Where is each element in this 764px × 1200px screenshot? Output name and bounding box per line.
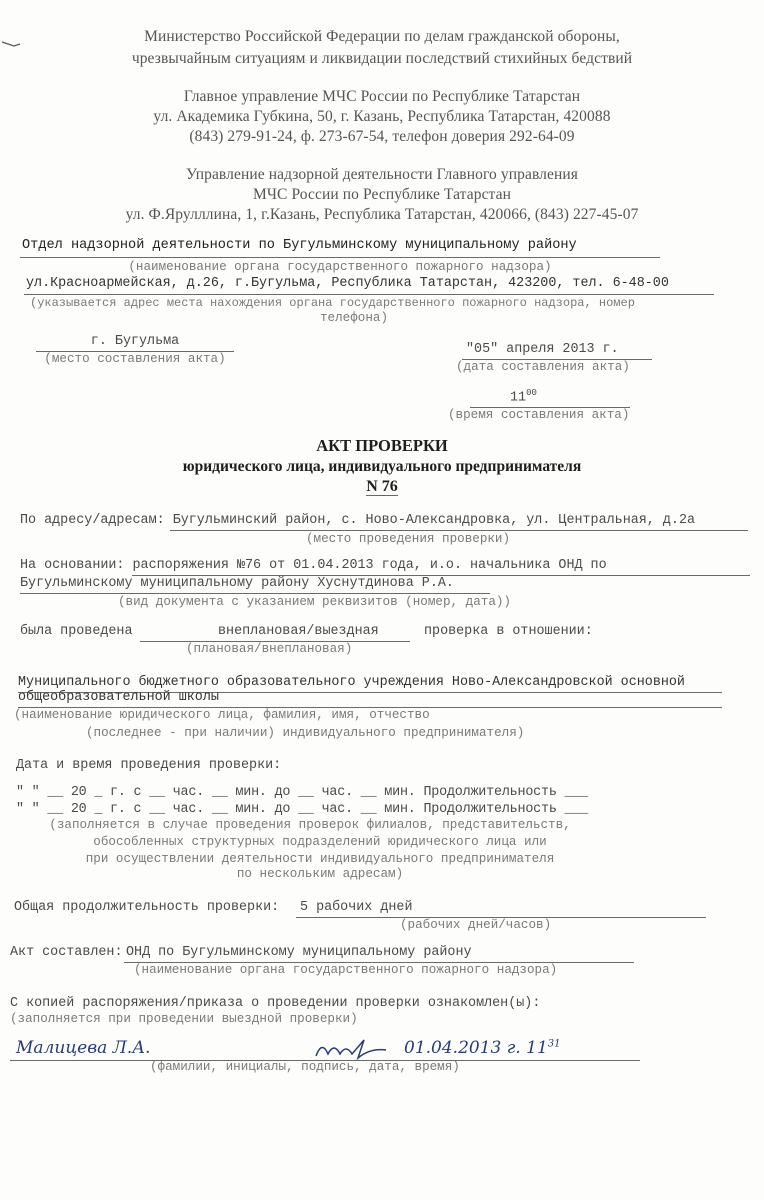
place-caption: (место составления акта) xyxy=(44,352,226,366)
basis-value-2: Бугульминскому муниципальному району Хуснутдинова Р.А. xyxy=(20,576,454,591)
entity-value-2: общеобразовательной школы xyxy=(18,690,219,705)
time-value: $11^{00}$ xyxy=(510,388,537,406)
organ-name-caption: (наименование органа государственного пожарного надзора) xyxy=(128,260,552,274)
duration-label: Общая продолжительность проверки: xyxy=(14,900,280,915)
entity-caption-1: (наименование юридического лица, фамилия, имя, отчество xyxy=(14,708,430,722)
handwritten-signature xyxy=(312,1036,392,1062)
inspection-suffix: проверка в отношении: xyxy=(424,624,593,639)
duration-caption: (рабочих дней/часов) xyxy=(400,918,552,932)
address-label: По адресу/адресам: xyxy=(20,513,165,528)
composed-caption: (наименование органа государственного пожарного надзора) xyxy=(134,963,558,977)
basis-label: На основании: xyxy=(20,558,125,573)
datetime-row-2: " " __ 20 _ г. с __ час. __ мин. до __ час. __ мин. Продолжительность ___ xyxy=(16,802,589,817)
address-value: Бугульминский район, с. Ново-Александровка, ул. Центральная, д.2а xyxy=(172,513,696,528)
page-title: АКТ ПРОВЕРКИ xyxy=(316,436,448,455)
datetime-caption-3: при осуществлении деятельности индивидуального предпринимателя xyxy=(85,852,555,866)
main-dept-line-1: Главное управление МЧС России по Республике Татарстан xyxy=(183,88,581,105)
datetime-label: Дата и время проведения проверки: xyxy=(16,758,282,773)
composed-value: ОНД по Бугульминскому муниципальному району xyxy=(126,945,472,960)
composed-label: Акт составлен: xyxy=(10,945,123,960)
organ-address: ул.Красноармейская, д.26, г.Бугульма, Республика Татарстан, 423200, тел. 6-48-00 xyxy=(26,276,669,291)
supervision-line-3: ул. Ф.Ярулллина, 1, г.Казань, Республика Татарстан, 420066, (843) 227-45-07 xyxy=(125,206,639,223)
act-number: N 76 xyxy=(366,478,398,495)
date-caption: (дата составления акта) xyxy=(456,360,630,374)
datetime-caption-4: по нескольким адресам) xyxy=(236,867,404,881)
basis-row xyxy=(20,558,607,573)
organ-address-caption-2: телефона) xyxy=(320,311,389,325)
entity-caption-2: (последнее - при наличии) индивидуального предпринимателя) xyxy=(86,726,525,740)
address-row xyxy=(20,513,695,528)
datetime-caption-1: (заполняется в случае проведения проверок филиалов, представительств, xyxy=(49,818,571,832)
entity-value-1: Муниципального бюджетного образовательного учреждения Ново-Александровской основной xyxy=(18,675,685,690)
address-caption: (место проведения проверки) xyxy=(306,532,511,546)
inspection-label: была проведена xyxy=(20,624,133,639)
ministry-line-2: чрезвычайным ситуациям и ликвидации последствий стихийных бедствий xyxy=(131,50,633,67)
acquainted-caption: (фамилии, инициалы, подпись, дата, время) xyxy=(150,1060,460,1074)
basis-caption: (вид документа с указанием реквизитов (номер, дата)) xyxy=(118,595,511,609)
duration-value: 5 рабочих дней xyxy=(300,900,413,915)
datetime-row-1: " " __ 20 _ г. с __ час. __ мин. до __ час. __ мин. Продолжительность ___ xyxy=(16,785,589,800)
page-subtitle: юридического лица, индивидуального предпринимателя xyxy=(182,458,582,475)
handwritten-date: 01.04.2013 г. $11^{31}$ xyxy=(404,1038,561,1058)
time-caption: (время составления акта) xyxy=(448,408,630,422)
place-value: г. Бугульма xyxy=(90,334,180,349)
organ-name: Отдел надзорной деятельности по Бугульминскому муниципальному району xyxy=(22,238,577,253)
inspection-value: внеплановая/выездная xyxy=(218,624,379,639)
datetime-caption-2: обособленных структурных подразделений юридического лица или xyxy=(93,835,547,849)
handwritten-name: Малицева Л.А. xyxy=(16,1038,151,1058)
acquainted-line-2: (заполняется при проведении выездной проверки) xyxy=(10,1012,358,1026)
inspection-caption: (плановая/внеплановая) xyxy=(186,642,353,656)
basis-value-1: распоряжения №76 от 01.04.2013 года, и.о. начальника ОНД по xyxy=(132,558,607,573)
ministry-line-1: Министерство Российской Федерации по делам гражданской обороны, xyxy=(144,28,620,45)
acquainted-line-1: С копией распоряжения/приказа о проведении проверки ознакомлен(ы): xyxy=(10,996,541,1011)
main-dept-line-3: (843) 279-91-24, ф. 273-67-54, телефон доверия 292-64-09 xyxy=(189,128,575,145)
supervision-line-2: МЧС России по Республике Татарстан xyxy=(253,186,511,203)
supervision-line-1: Управление надзорной деятельности Главного управления xyxy=(185,166,578,183)
main-dept-line-2: ул. Академика Губкина, 50, г. Казань, Республика Татарстан, 420088 xyxy=(153,108,611,125)
organ-address-caption-1: (указывается адрес места нахождения органа государственного пожарного надзора, номер xyxy=(30,296,635,310)
date-value: "05" апреля 2013 г. xyxy=(466,342,619,357)
